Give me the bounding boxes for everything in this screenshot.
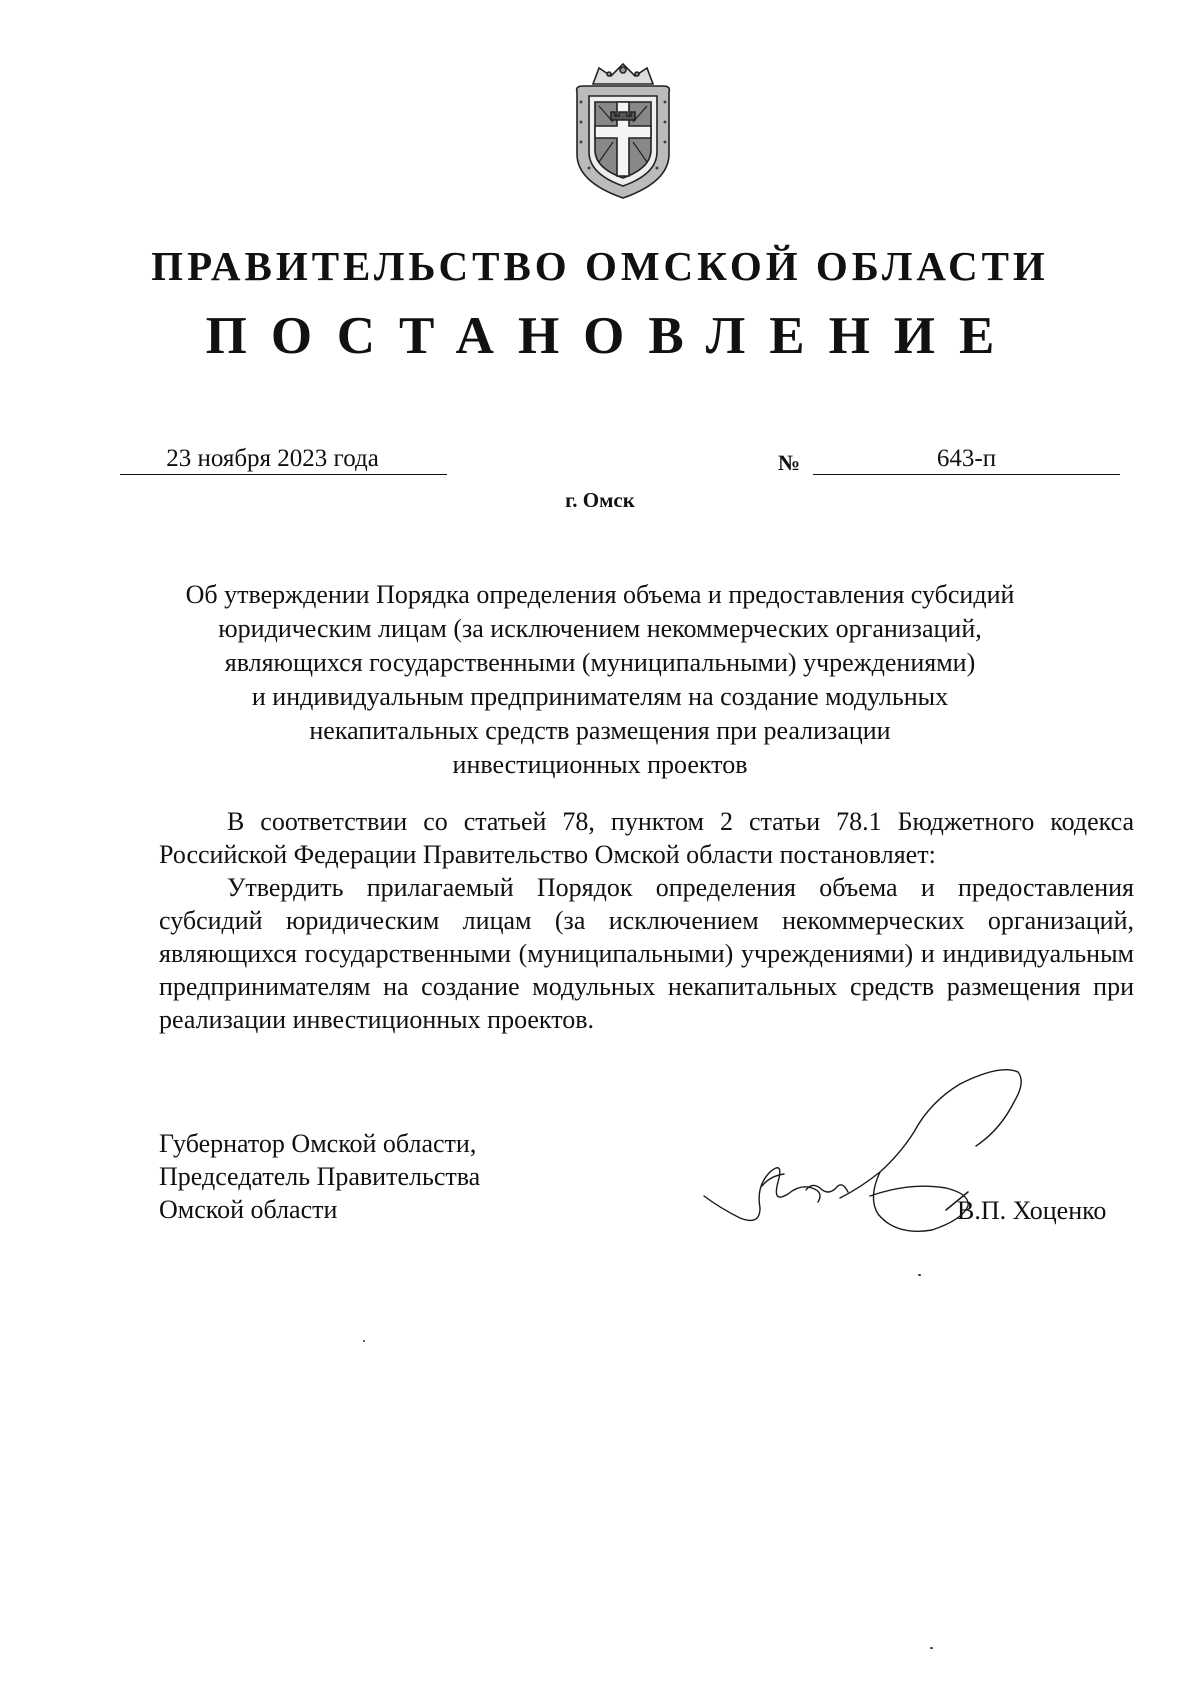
- date-value: 23 ноября 2023 года: [166, 445, 379, 472]
- scan-speck: [930, 1647, 933, 1649]
- body-paragraph: В соответствии со статьей 78, пунктом 2 статьи 78.1 Бюджетного кодекса Российской Федерации Правительство Омской области постановляет:: [159, 807, 1134, 869]
- scan-speck: [918, 1274, 921, 1276]
- document-body: [159, 805, 1134, 1036]
- signatory-title-line: Председатель Правительства: [159, 1162, 481, 1191]
- title-line: являющихся государственными (муниципальными) учреждениями): [224, 648, 976, 677]
- date-field: [120, 444, 447, 475]
- signatory-title-line: Омской области: [159, 1195, 338, 1224]
- title-line: и индивидуальным предпринимателям на создание модульных: [251, 682, 949, 711]
- document-title: [150, 578, 1050, 782]
- title-line: Об утверждении Порядка определения объема и предоставления субсидий: [185, 580, 1015, 609]
- number-sign: №: [778, 450, 801, 475]
- title-line: инвестиционных проектов: [452, 750, 748, 779]
- coat-of-arms-emblem: [569, 62, 677, 202]
- number-field: [813, 443, 1120, 475]
- signatory-title: [159, 1127, 480, 1226]
- authority-heading: ПРАВИТЕЛЬСТВО ОМСКОЙ ОБЛАСТИ: [151, 243, 1049, 289]
- city-label: г. Омск: [565, 488, 635, 512]
- scan-speck: [363, 1340, 365, 1342]
- title-line: некапитальных средств размещения при реализации: [309, 716, 891, 745]
- body-paragraph: Утвердить прилагаемый Порядок определения объема и предоставления субсидий юридическим лицам (за исключением некоммерческих организаций, являющихся государственными (муниципальными) учреждениями) и индивидуальным предпринимателям на создание модульных некапитальных средств размещения при реализации инвестиционных проектов.: [159, 873, 1134, 1034]
- signatory-name: В.П. Хоценко: [957, 1196, 1107, 1225]
- number-value: 643-п: [936, 445, 997, 472]
- title-line: юридическим лицам (за исключением некоммерческих организаций,: [218, 614, 982, 643]
- signatory-title-line: Губернатор Омской области,: [159, 1129, 477, 1158]
- document-type-heading: ПОСТАНОВЛЕНИЕ: [205, 307, 1019, 365]
